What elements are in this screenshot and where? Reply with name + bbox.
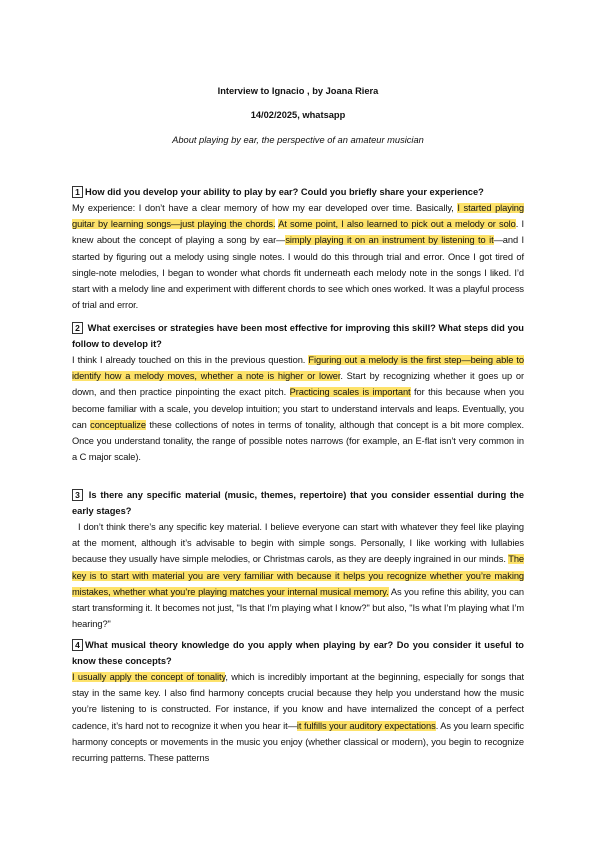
question-number-1: 1 — [72, 186, 83, 198]
highlighted-text: it fulfills your auditory expectations — [296, 720, 436, 731]
answer-text: . Start by recognizing whether it goes up or down, and then practice pinpointing the exact pitch. — [72, 371, 525, 398]
highlighted-text: I started playing guitar by learning songs—just playing the chords. — [72, 203, 524, 230]
question-4 — [72, 637, 524, 669]
question-text-2: What exercises or strategies have been most effective for improving this skill? What steps did you follow to develop it? — [72, 323, 524, 349]
question-1 — [72, 184, 524, 200]
highlighted-text: conceptualize — [90, 419, 146, 430]
question-number-3: 3 — [72, 489, 83, 501]
highlighted-text: simply playing it on an instrument by listening to it — [285, 235, 494, 246]
answer-text: I don’t think there’s any specific key material. I believe everyone can start with whatever they feel like playing at the moment, although it’s advisable to begin with simple songs. Personally, I like working with lullabies because they usually have simple melodies, or Christmas carols, as they are deeply ingrained in our minds. — [72, 522, 524, 565]
answer-1 — [72, 200, 524, 313]
question-text-4: What musical theory knowledge do you apply when playing by ear? Do you consider it useful to know these concepts? — [72, 640, 524, 666]
answer-text: for this because when you become familiar with a scale, you develop intuition; you start to understand intervals and leaps. Eventually, you can — [72, 387, 524, 430]
document-title: Interview to Ignacio , by Joana Riera — [217, 86, 379, 96]
answer-text: , which is incredibly important at the beginning, especially for songs that stay in the same key. I also find harmony concepts crucial because they help you understand how the music you’re listening to is constructed. For instance, if you know and have internalized the concept of a perfect cadence, it’s hard not to recognize it when you hear it— — [72, 672, 525, 731]
highlighted-text: Practicing scales is important — [289, 387, 411, 398]
highlighted-text: The key is to start with material you are very familiar with because it helps you recognize whether you’re making mistakes, whether what you’re playing matches your internal musical memory. — [72, 554, 524, 597]
answer-text: I think I already touched on this in the previous question. — [72, 355, 309, 365]
question-3 — [72, 487, 524, 519]
answer-3 — [72, 519, 524, 632]
qa-block-1 — [72, 184, 524, 313]
document-date: 14/02/2025, whatsapp — [250, 110, 346, 120]
answer-4 — [72, 669, 524, 766]
question-number-2: 2 — [72, 322, 83, 334]
answer-text: —and I started by figuring out a melody using single notes. I would do this through trial and error. Once I got tired of single-note melodies, I began to wonder what chords fit underneath each melody note in the songs I liked. I’d start with a melody line and experiment with different chords to see which ones worked. It was a playful process of trial and error. — [72, 235, 525, 311]
answer-text: As you refine this ability, you can start transforming it. It becomes not just, "Is that I’m playing what I know?" but also, "Is what I’m playing what I’m hearing?" — [72, 586, 525, 630]
qa-block-2 — [72, 320, 524, 465]
qa-block-4 — [72, 637, 524, 766]
question-text-3: Is there any specific material (music, themes, repertoire) that you consider essential during the early stages? — [72, 490, 524, 516]
answer-text: My experience: I don’t have a clear memory of how my ear developed over time. Basically, — [72, 203, 458, 213]
answer-text: . I knew about the concept of playing a song by ear— — [72, 219, 524, 246]
answer-text: . As you learn specific harmony concepts or movements in the music you enjoy (whether classical or modern), you begin to recognize recurring patterns. These patterns — [72, 720, 524, 764]
qa-block-3 — [72, 487, 524, 632]
highlighted-text: At some point, I also learned to pick out a melody or solo — [278, 219, 516, 230]
highlighted-text: I usually apply the concept of tonality — [72, 672, 226, 682]
answer-2 — [72, 352, 524, 465]
answer-text: these collections of notes in terms of tonality, although that concept is a bit more complex. Once you understand tonality, the range of possible notes narrows (for example, an E-flat isn’t very common in a C major scale). — [72, 419, 524, 463]
question-2 — [72, 320, 524, 352]
question-number-4: 4 — [72, 639, 83, 651]
highlighted-text: Figuring out a melody is the first step—being able to identify how a melody moves, whether a note is higher or lower — [72, 355, 524, 382]
document-subtitle: About playing by ear, the perspective of an amateur musician — [172, 135, 424, 145]
question-text-1: How did you develop your ability to play by ear? Could you briefly share your experience? — [85, 187, 484, 197]
